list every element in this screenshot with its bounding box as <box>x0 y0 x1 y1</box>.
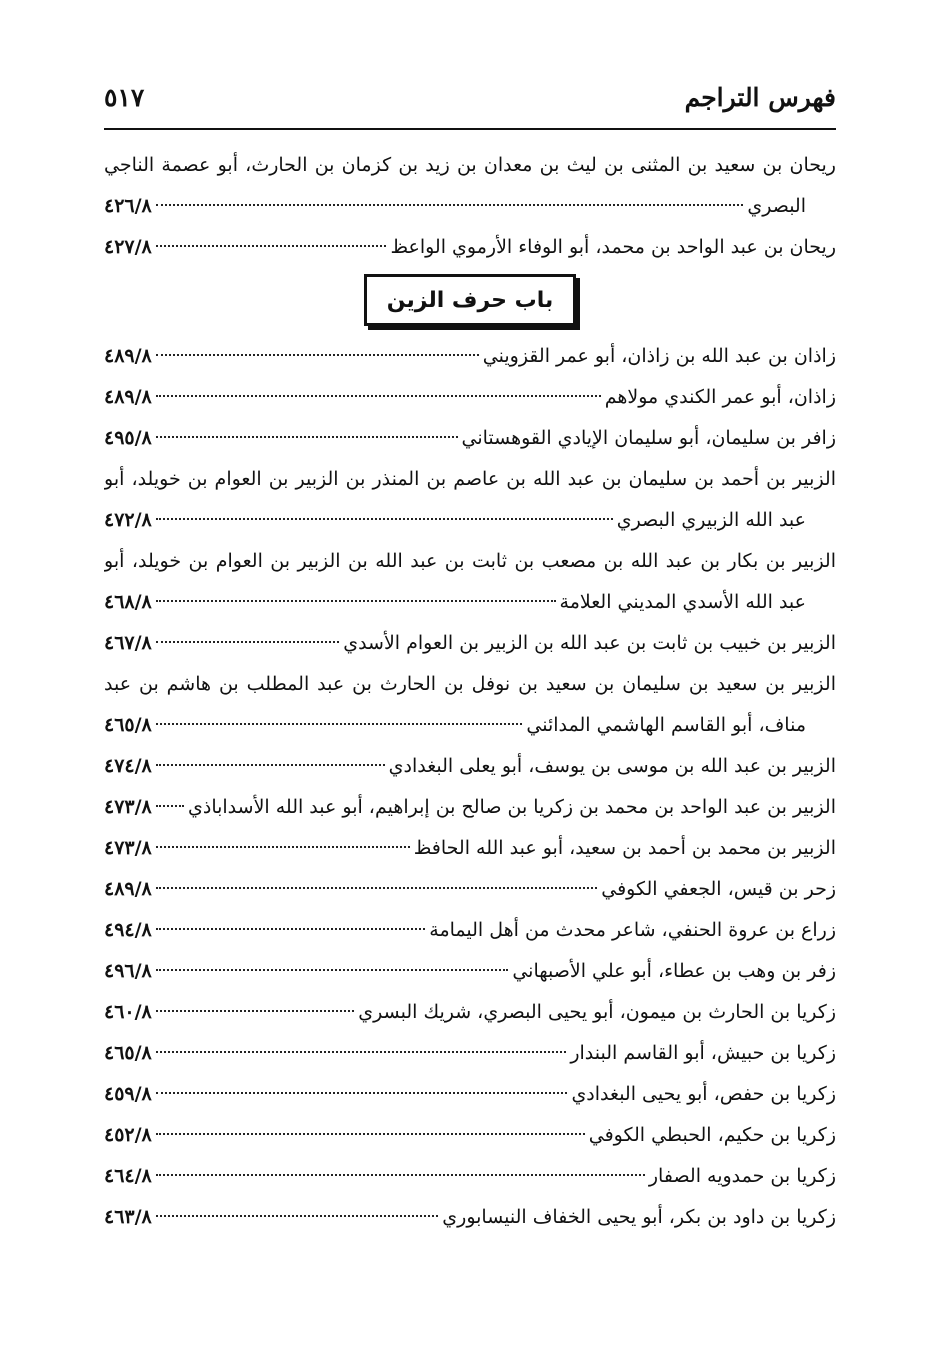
dot-leader <box>156 244 387 247</box>
index-entry <box>104 1197 836 1238</box>
section-entries <box>104 336 836 1238</box>
dot-leader <box>156 353 479 356</box>
index-entry <box>104 746 836 787</box>
dot-leader <box>156 1009 355 1012</box>
entry-reference: ٤٧٣/٨ <box>104 837 152 859</box>
dot-leader <box>156 435 458 438</box>
entry-text: زحر بن قيس، الجعفي الكوفي <box>601 878 836 900</box>
entry-reference: ٤٦٠/٨ <box>104 1001 152 1023</box>
dot-leader <box>156 394 601 397</box>
entry-text: زكريا بن حمدويه الصفار <box>648 1165 836 1187</box>
index-entry <box>104 541 836 623</box>
index-entry <box>104 623 836 664</box>
entry-text: زافر بن سليمان، أبو سليمان الإيادي القوهستاني <box>461 427 836 449</box>
dot-leader <box>156 517 613 520</box>
entry-reference: ٤٧٣/٨ <box>104 796 152 818</box>
index-entry <box>104 787 836 828</box>
index-entry <box>104 869 836 910</box>
dot-leader <box>156 763 385 766</box>
entry-text: الزبير بن عبد الله بن موسى بن يوسف، أبو يعلى البغدادي <box>388 755 836 777</box>
entry-text: زاذان، أبو عمر الكندي مولاهم <box>604 386 836 408</box>
entry-text: ريحان بن عبد الواحد بن محمد، أبو الوفاء الأرموي الواعظ <box>390 236 836 258</box>
entry-reference: ٤٧٤/٨ <box>104 755 152 777</box>
entry-text: الزبير بن خبيب بن ثابت بن عبد الله بن الزبير بن العوام الأسدي <box>343 632 836 654</box>
index-entry <box>104 910 836 951</box>
entry-text: زكريا بن حكيم، الحبطي الكوفي <box>588 1124 836 1146</box>
dot-leader <box>156 1214 439 1217</box>
entry-text: زكريا بن داود بن بكر، أبو يحيى الخفاف النيسابوري <box>442 1206 836 1228</box>
entry-reference: ٤٦٥/٨ <box>104 714 152 736</box>
entry-reference: ٤٩٥/٨ <box>104 427 152 449</box>
entry-text: زراع بن عروة الحنفي، شاعر محدث من أهل اليمامة <box>429 919 836 941</box>
dot-leader <box>156 1050 567 1053</box>
dot-leader <box>156 886 598 889</box>
entry-reference: ٤٦٣/٨ <box>104 1206 152 1228</box>
index-entry <box>104 951 836 992</box>
entry-text: زكريا بن الحارث بن ميمون، أبو يحيى البصري، شريك البسري <box>358 1001 836 1023</box>
entry-reference: ٤٨٩/٨ <box>104 386 152 408</box>
entry-reference: ٤٩٤/٨ <box>104 919 152 941</box>
index-entry <box>104 1033 836 1074</box>
dot-leader <box>156 1091 568 1094</box>
entry-reference: ٤٧٢/٨ <box>104 509 152 531</box>
section-heading <box>104 268 836 336</box>
index-entry <box>104 336 836 377</box>
entry-reference: ٤٩٦/٨ <box>104 960 152 982</box>
entry-reference: ٤٦٨/٨ <box>104 591 152 613</box>
entry-reference: ٤٦٥/٨ <box>104 1042 152 1064</box>
entry-reference: ٤٦٤/٨ <box>104 1165 152 1187</box>
dot-leader <box>156 640 339 643</box>
index-entry <box>104 1156 836 1197</box>
entry-text: عبد الله الزبيري البصري <box>616 509 806 531</box>
index-list <box>104 145 836 1238</box>
index-entry <box>104 828 836 869</box>
entry-reference: ٤٢٦/٨ <box>104 195 152 217</box>
entry-text: زكريا بن حبيش، أبو القاسم البندار <box>570 1042 836 1064</box>
index-entry <box>104 227 836 268</box>
page-header <box>104 78 836 122</box>
entry-reference: ٤٥٢/٨ <box>104 1124 152 1146</box>
index-entry <box>104 418 836 459</box>
entry-text: الزبير بن عبد الواحد بن محمد بن زكريا بن صالح بن إبراهيم، أبو عبد الله الأسداباذي <box>187 796 836 818</box>
entry-reference: ٤٨٩/٨ <box>104 878 152 900</box>
entry-text: زفر بن وهب بن عطاء، أبو علي الأصبهاني <box>512 960 836 982</box>
entry-reference: ٤٨٩/٨ <box>104 345 152 367</box>
dot-leader <box>156 804 184 807</box>
entry-text: زكريا بن حفص، أبو يحيى البغدادي <box>571 1083 836 1105</box>
index-entry <box>104 1115 836 1156</box>
entry-text: الزبير بن محمد بن أحمد بن سعيد، أبو عبد الله الحافظ <box>413 837 836 859</box>
dot-leader <box>156 599 556 602</box>
page-title: فهرس التراجم <box>684 83 836 112</box>
dot-leader <box>156 968 509 971</box>
entry-line: الزبير بن بكار بن عبد الله بن مصعب بن ثابت بن عبد الله بن الزبير بن العوام بن خويلد، أبو <box>104 550 836 572</box>
header-divider <box>104 128 836 130</box>
dot-leader <box>156 845 410 848</box>
index-entry <box>104 459 836 541</box>
dot-leader <box>156 203 744 206</box>
index-entry <box>104 664 836 746</box>
dot-leader <box>156 927 426 930</box>
entry-reference: ٤٢٧/٨ <box>104 236 152 258</box>
dot-leader <box>156 1132 585 1135</box>
index-entry <box>104 992 836 1033</box>
entry-line: الزبير بن سعيد بن سليمان بن سعيد بن نوفل بن الحارث بن عبد المطلب بن هاشم بن عبد <box>104 673 836 695</box>
index-entry <box>104 377 836 418</box>
entry-text: عبد الله الأسدي المديني العلامة <box>559 591 806 613</box>
entry-text: البصري <box>747 195 806 217</box>
dot-leader <box>156 1173 645 1176</box>
page-number: ٥١٧ <box>104 83 145 112</box>
entry-text: زاذان بن عبد الله بن زاذان، أبو عمر القزويني <box>482 345 836 367</box>
dot-leader <box>156 722 523 725</box>
entry-line: ريحان بن سعيد بن المثنى بن ليث بن معدان بن زيد بن كزمان بن الحارث، أبو عصمة الناجي <box>104 154 836 176</box>
index-entry <box>104 1074 836 1115</box>
section-title-box: باب حرف الزين <box>364 274 576 326</box>
entry-reference: ٤٥٩/٨ <box>104 1083 152 1105</box>
entry-reference: ٤٦٧/٨ <box>104 632 152 654</box>
entry-text: مناف، أبو القاسم الهاشمي المدائني <box>526 714 806 736</box>
index-entry <box>104 145 836 227</box>
entry-line: الزبير بن أحمد بن سليمان بن عبد الله بن عاصم بن المنذر بن الزبير بن العوام بن خويلد، أبو <box>104 468 836 490</box>
